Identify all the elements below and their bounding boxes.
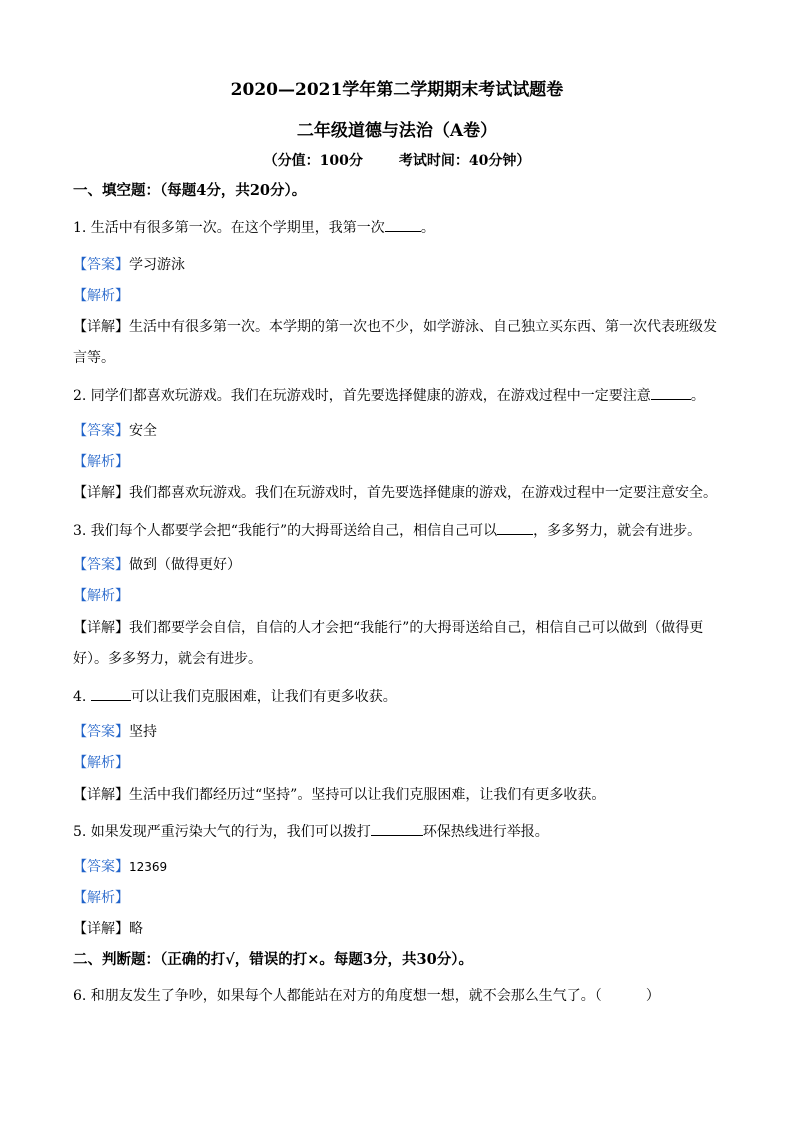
answer-blank xyxy=(651,385,691,400)
section-heading-fill-blank: 一、填空题：（每题4分，共20分）。 xyxy=(73,182,307,199)
score-info: （分值：100分 xyxy=(263,153,363,169)
answer-label: 【答案】 xyxy=(73,423,129,439)
answer-3: 【答案】做到（做得更好） xyxy=(73,557,241,573)
answer-blank xyxy=(371,821,423,836)
answer-label: 【答案】 xyxy=(73,724,129,740)
question-1: 1. 生活中有很多第一次。在这个学期里，我第一次 。 xyxy=(73,217,733,238)
answer-label: 【答案】 xyxy=(73,557,129,573)
answer-label: 【答案】 xyxy=(73,859,129,875)
answer-2: 【答案】安全 xyxy=(73,423,157,439)
section-heading-judge: 二、判断题：（正确的打√，错误的打×。每题3分，共30分）。 xyxy=(73,951,473,968)
analysis-2 xyxy=(73,452,733,472)
answer-5: 【答案】12369 xyxy=(73,859,168,875)
detail-label: 【详解】 xyxy=(73,319,129,335)
detail-1-line2: 言等。 xyxy=(73,350,115,366)
analysis-label: 【解析】 xyxy=(73,755,129,771)
question-4: 4. 可以让我们克服困难，让我们有更多收获。 xyxy=(73,686,733,707)
detail-4-line1: 【详解】生活中我们都经历过“坚持”。坚持可以让我们克服困难，让我们有更多收获。 xyxy=(73,787,606,803)
detail-5-line1: 【详解】略 xyxy=(73,921,143,937)
page-title: 2020—2021学年第二学期期末考试试题卷 xyxy=(230,80,564,100)
detail-3-line1: 【详解】我们都要学会自信，自信的人才会把“我能行”的大拇哥送给自己，相信自己可以做到（做得更 xyxy=(73,620,704,636)
answer-blank xyxy=(497,520,533,535)
analysis-label: 【解析】 xyxy=(73,454,129,470)
analysis-5 xyxy=(73,888,733,908)
question-5: 5. 如果发现严重污染大气的行为，我们可以拨打 环保热线进行举报。 xyxy=(73,821,733,842)
analysis-4 xyxy=(73,753,733,773)
answer-1: 【答案】学习游泳 xyxy=(73,257,185,273)
question-6: 6. 和朋友发生了争吵，如果每个人都能站在对方的角度想一想，就不会那么生气了。（ ） xyxy=(73,988,660,1004)
question-3: 3. 我们每个人都要学会把“我能行”的大拇哥送给自己，相信自己可以 ，多多努力，就会有进步。 xyxy=(73,520,733,541)
analysis-label: 【解析】 xyxy=(73,890,129,906)
answer-4: 【答案】坚持 xyxy=(73,724,157,740)
detail-2-line1: 【详解】我们都喜欢玩游戏。我们在玩游戏时，首先要选择健康的游戏，在游戏过程中一定要注意安全。 xyxy=(73,485,717,501)
answer-blank xyxy=(385,217,421,232)
analysis-label: 【解析】 xyxy=(73,288,129,304)
answer-blank xyxy=(91,686,131,701)
analysis-label: 【解析】 xyxy=(73,588,129,604)
page-subtitle: 二年级道德与法治（A卷） xyxy=(296,121,498,141)
time-info: 考试时间：40分钟） xyxy=(398,153,531,169)
question-2: 2. 同学们都喜欢玩游戏。我们在玩游戏时，首先要选择健康的游戏，在游戏过程中一定要注意 。 xyxy=(73,385,733,406)
answer-label: 【答案】 xyxy=(73,257,129,273)
analysis-1 xyxy=(73,286,733,306)
detail-label: 【详解】 xyxy=(73,485,129,501)
analysis-3 xyxy=(73,586,733,606)
detail-label: 【详解】 xyxy=(73,921,129,937)
detail-1-line1: 【详解】生活中有很多第一次。本学期的第一次也不少，如学游泳、自己独立买东西、第一次代表班级发 xyxy=(73,319,717,335)
detail-label: 【详解】 xyxy=(73,787,129,803)
exam-info xyxy=(0,150,794,170)
detail-label: 【详解】 xyxy=(73,620,129,636)
detail-3-line2: 好）。多多努力，就会有进步。 xyxy=(73,651,262,667)
